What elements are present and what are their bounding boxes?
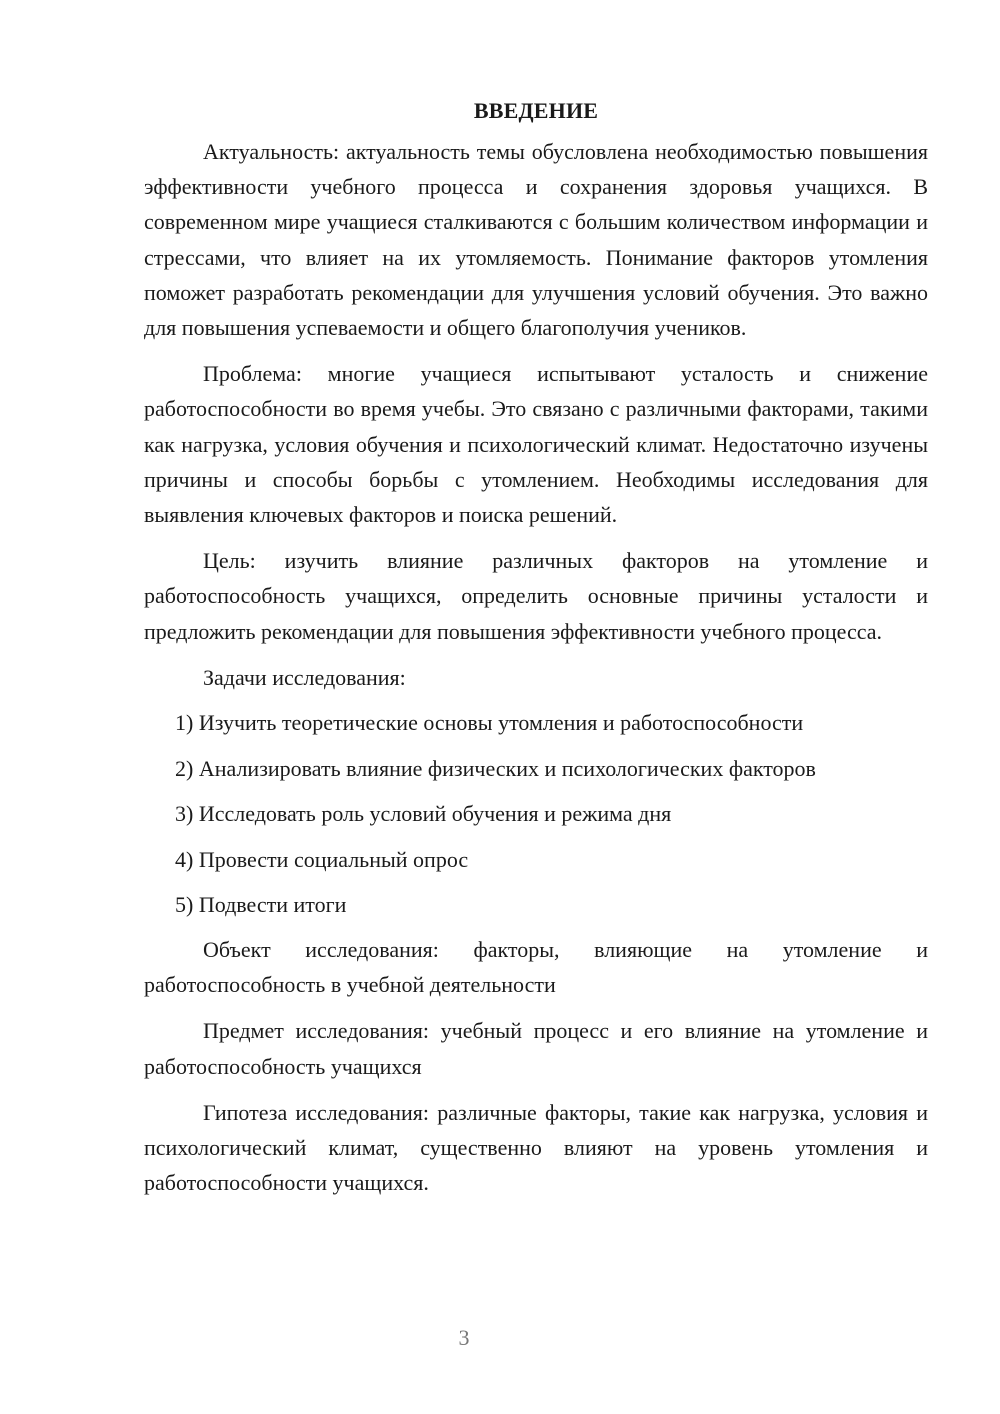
tasks-list xyxy=(144,705,928,922)
goal-paragraph: Цель: изучить влияние различных факторов на утомление и работоспособность учащихся, определить основные причины усталости и предложить рекомендации для повышения эффективности учебного процесса. xyxy=(144,548,928,644)
tasks-heading: Задачи исследования: xyxy=(203,664,406,690)
list-item: 4) Провести социальный опрос xyxy=(175,846,469,872)
list-item: 5) Подвести итоги xyxy=(175,892,347,918)
hypothesis-paragraph: Гипотеза исследования: различные факторы, такие как нагрузка, условия и психологический климат, существенно влияют на уровень утомления и работоспособности учащихся. xyxy=(144,1099,928,1196)
object-paragraph: Объект исследования: факторы, влияющие на утомление и работоспособность в учебной деятельности xyxy=(144,937,928,998)
section-title: ВВЕДЕНИЕ xyxy=(473,98,599,123)
list-item: 2) Анализировать влияние физических и психологических факторов xyxy=(175,755,816,781)
page-content xyxy=(144,96,928,1211)
list-item: 3) Исследовать роль условий обучения и режима дня xyxy=(175,801,672,827)
relevance-paragraph: Актуальность: актуальность темы обусловлена необходимостью повышения эффективности учебного процесса и сохранения здоровья учащихся. В современном мире учащиеся сталкиваются с большим количеством информации и стрессами, что влияет на их утомляемость. Понимание факторов утомления поможет разработать рекомендации для улучшения условий обучения. Это важно для повышения успеваемости и общего благополучия учеников. xyxy=(144,139,928,341)
page-number: 3 xyxy=(458,1325,470,1350)
problem-paragraph: Проблема: многие учащиеся испытывают усталость и снижение работоспособности во время учебы. Это связано с различными факторами, такими как нагрузка, условия обучения и психологический климат. Недостаточно изучены причины и способы борьбы с утомлением. Необходимы исследования для выявления ключевых факторов и поиска решений. xyxy=(144,361,928,528)
list-item: 1) Изучить теоретические основы утомления и работоспособности xyxy=(175,710,804,736)
subject-paragraph: Предмет исследования: учебный процесс и его влияние на утомление и работоспособность учащихся xyxy=(144,1018,928,1079)
